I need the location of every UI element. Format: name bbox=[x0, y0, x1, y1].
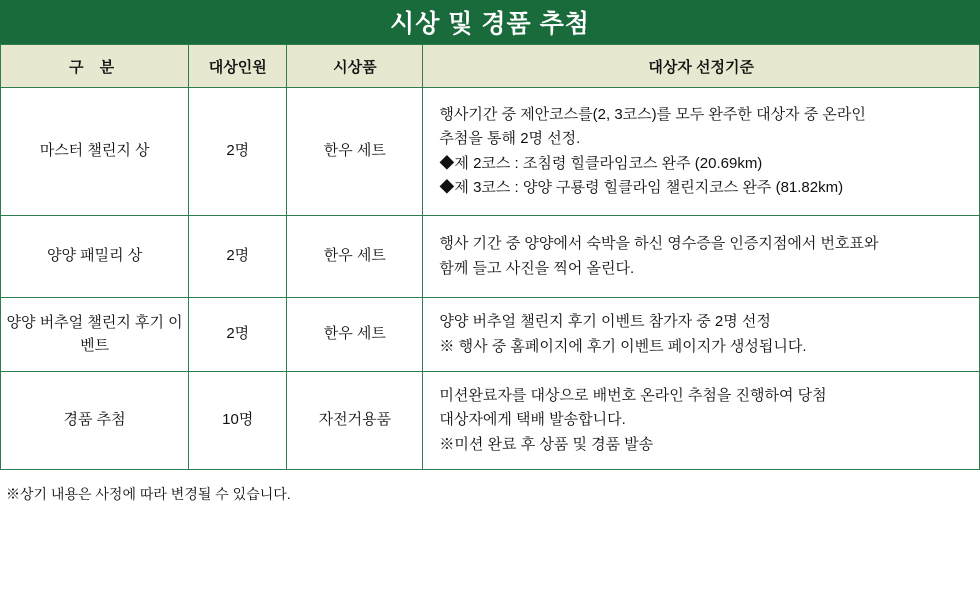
cell-criteria bbox=[423, 88, 980, 216]
criteria-line: 추첨을 통해 2명 선정. bbox=[439, 130, 581, 148]
cell-criteria bbox=[423, 372, 980, 470]
cell-division-line: 양양 버추얼 챌린지 bbox=[6, 314, 131, 331]
criteria-line: 미션완료자를 대상으로 배번호 온라인 추첨을 진행하여 당첨 bbox=[439, 387, 827, 404]
cell-people: 2명 bbox=[189, 298, 287, 372]
cell-division: 마스터 챌린지 상 bbox=[1, 88, 189, 216]
criteria-line: 함께 들고 사진을 찍어 올린다. bbox=[439, 259, 635, 277]
cell-prize: 한우 세트 bbox=[287, 88, 423, 216]
criteria-line: ◆제 3코스 : 양양 구룡령 힐클라임 챌린지코스 완주 (81.82km) bbox=[439, 178, 844, 196]
cell-division: 양양 패밀리 상 bbox=[1, 216, 189, 298]
criteria-line: ※ 행사 중 홈페이지에 후기 이벤트 페이지가 생성됩니다. bbox=[439, 337, 807, 355]
footnote: ※상기 내용은 사정에 따라 변경될 수 있습니다. bbox=[6, 485, 291, 502]
cell-people: 2명 bbox=[189, 88, 287, 216]
criteria-line: ◆제 2코스 : 조침령 힐클라임코스 완주 (20.69km) bbox=[439, 154, 763, 172]
criteria-line: ※미션 완료 후 상품 및 경품 발송 bbox=[439, 435, 654, 453]
criteria-line: 행사기간 중 제안코스를(2, 3코스)를 모두 완주한 대상자 중 온라인 bbox=[439, 105, 866, 123]
cell-division: 경품 추첨 bbox=[1, 372, 189, 470]
column-header-prize: 시상품 bbox=[287, 45, 423, 88]
column-header-division: 구 분 bbox=[1, 45, 189, 88]
cell-criteria bbox=[423, 216, 980, 298]
cell-criteria bbox=[423, 298, 980, 372]
column-header-criteria: 대상자 선정기준 bbox=[423, 45, 980, 88]
criteria-line: 행사 기간 중 양양에서 숙박을 하신 영수증을 인증지점에서 번호표와 bbox=[439, 235, 879, 253]
page-title-bar bbox=[0, 0, 980, 44]
cell-people: 10명 bbox=[189, 372, 287, 470]
criteria-line: 대상자에게 택배 발송합니다. bbox=[439, 411, 626, 429]
table-body bbox=[1, 88, 980, 470]
table-header-row bbox=[1, 45, 980, 88]
cell-division-line: 후기 이벤트 bbox=[80, 314, 183, 354]
award-criteria-table bbox=[0, 44, 980, 470]
table-row bbox=[1, 216, 980, 298]
column-header-people: 대상인원 bbox=[189, 45, 287, 88]
table-row bbox=[1, 88, 980, 216]
table-row bbox=[1, 372, 980, 470]
cell-prize: 한우 세트 bbox=[287, 216, 423, 298]
table-row bbox=[1, 298, 980, 372]
cell-people: 2명 bbox=[189, 216, 287, 298]
criteria-line: 양양 버추얼 챌린지 후기 이벤트 참가자 중 2명 선정 bbox=[439, 313, 771, 331]
cell-division bbox=[1, 298, 189, 372]
page-title: 시상 및 경품 추첨 bbox=[390, 10, 590, 38]
table-header bbox=[1, 45, 980, 88]
cell-prize: 한우 세트 bbox=[287, 298, 423, 372]
cell-prize: 자전거용품 bbox=[287, 372, 423, 470]
